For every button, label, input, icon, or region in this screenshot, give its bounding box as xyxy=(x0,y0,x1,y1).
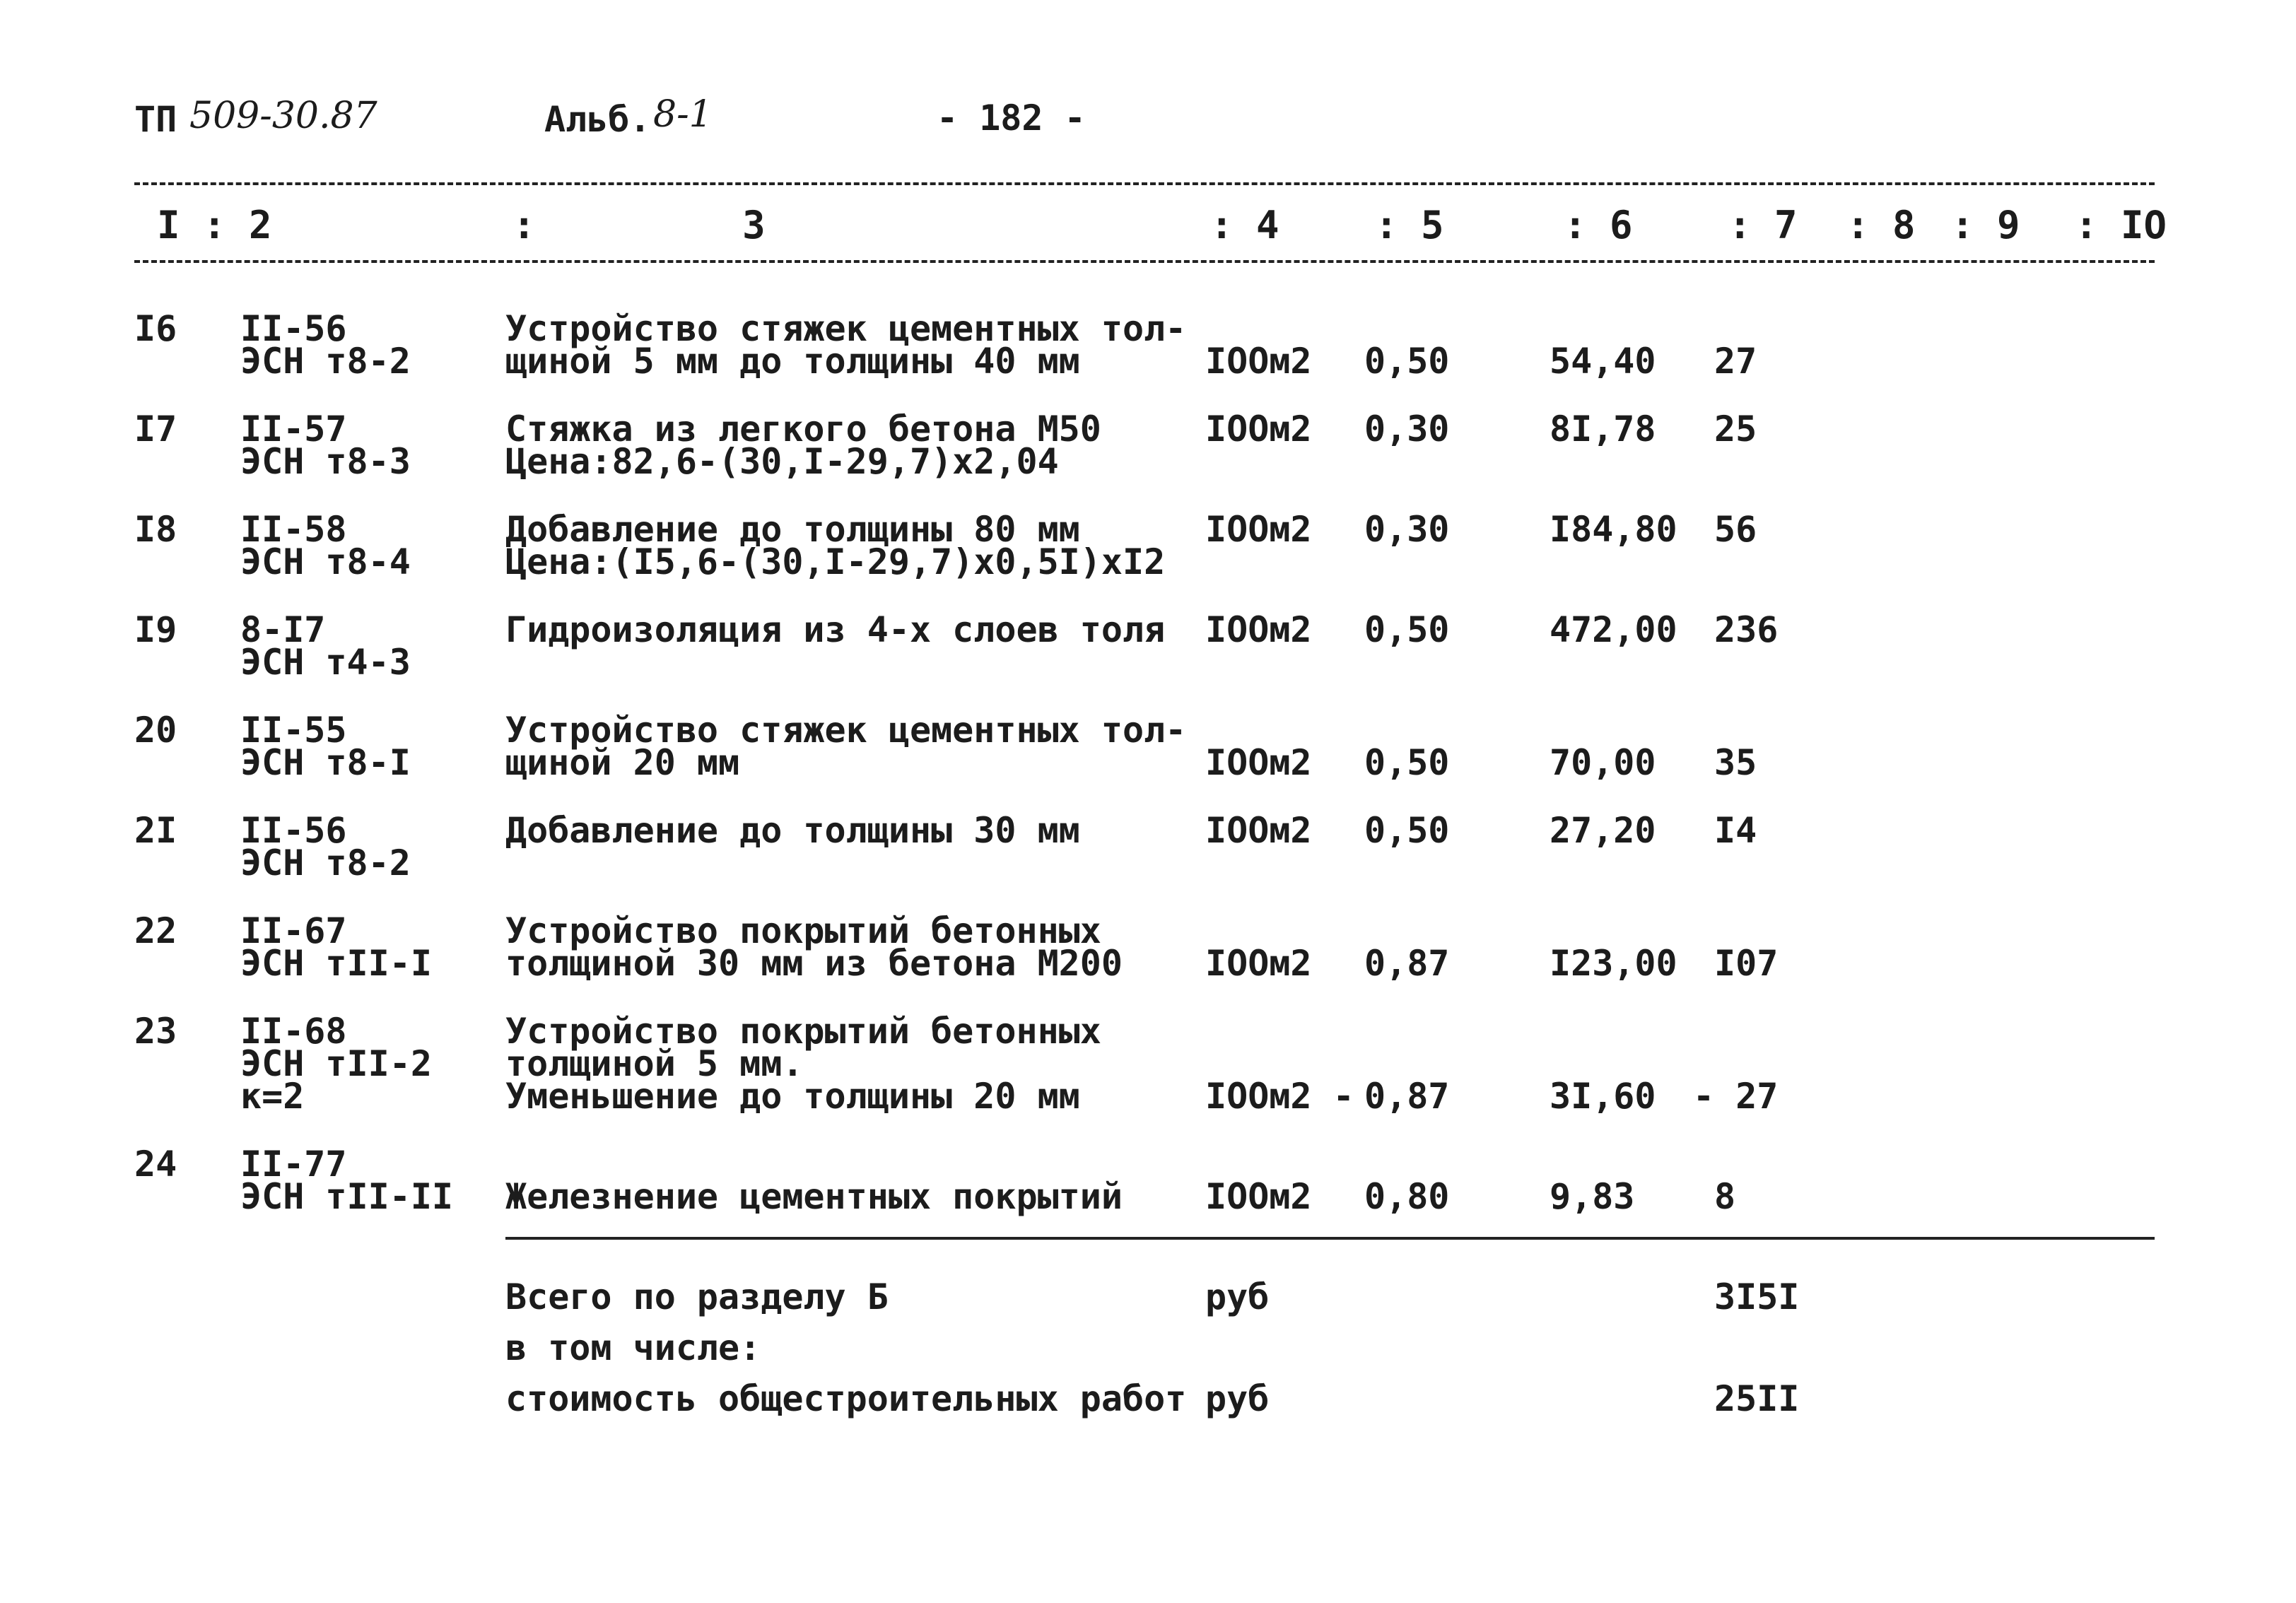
column-header-7: : 7 xyxy=(1728,203,1798,247)
row-19-qty: 0,50 xyxy=(1364,609,1450,650)
row-24-qty: 0,80 xyxy=(1364,1176,1450,1217)
row-23-number: 23 xyxy=(134,1011,177,1052)
row-17-number: I7 xyxy=(134,409,177,450)
row-20-code-2: ЭСН т8-I xyxy=(240,742,411,783)
column-header-1-2: I : 2 xyxy=(157,203,272,247)
row-23-desc-3: Уменьшение до толщины 20 мм xyxy=(505,1076,1080,1117)
row-23-code-1: II-68 xyxy=(240,1011,347,1052)
row-20-desc-1: Устройство стяжек цементных тол- xyxy=(505,710,1187,751)
column-header-5: : 5 xyxy=(1375,203,1444,247)
row-22-unit: IOOм2 xyxy=(1205,943,1312,984)
row-22-price: I23,00 xyxy=(1550,943,1677,984)
row-21-number: 2I xyxy=(134,810,177,851)
row-21-code-1: II-56 xyxy=(240,810,347,851)
totals-rule xyxy=(505,1237,2155,1240)
row-19-total: 236 xyxy=(1714,609,1779,650)
column-header-10: : IO xyxy=(2075,203,2167,247)
row-23-code-3: к=2 xyxy=(240,1076,305,1117)
row-22-number: 22 xyxy=(134,910,177,951)
row-24-code-2: ЭСН тII-II xyxy=(240,1176,454,1217)
row-21-total: I4 xyxy=(1714,810,1757,851)
row-19-price: 472,00 xyxy=(1550,609,1677,650)
row-19-desc-1: Гидроизоляция из 4-х слоев толя xyxy=(505,609,1166,650)
row-22-code-1: II-67 xyxy=(240,910,347,951)
summary-total-unit: руб xyxy=(1205,1276,1270,1317)
row-18-number: I8 xyxy=(134,509,177,550)
row-24-desc-1: Железнение цементных покрытий xyxy=(505,1176,1123,1217)
row-21-desc-1: Добавление до толщины 30 мм xyxy=(505,810,1080,851)
row-18-qty: 0,30 xyxy=(1364,509,1450,550)
row-20-number: 20 xyxy=(134,710,177,751)
row-17-desc-1: Стяжка из легкого бетона М50 xyxy=(505,409,1101,450)
row-18-total: 56 xyxy=(1714,509,1757,550)
summary-construction-value: 25II xyxy=(1714,1378,1800,1419)
row-17-qty: 0,30 xyxy=(1364,409,1450,450)
row-18-price: I84,80 xyxy=(1550,509,1677,550)
row-16-desc-2: щиной 5 мм до толщины 40 мм xyxy=(505,341,1080,382)
row-20-unit: IOOм2 xyxy=(1205,742,1312,783)
row-19-number: I9 xyxy=(134,609,177,650)
row-24-unit: IOOм2 xyxy=(1205,1176,1312,1217)
row-16-desc-1: Устройство стяжек цементных тол- xyxy=(505,308,1187,349)
row-17-price: 8I,78 xyxy=(1550,409,1656,450)
row-23-price: 3I,60 xyxy=(1550,1076,1656,1117)
row-23-desc-2: толщиной 5 мм. xyxy=(505,1043,804,1084)
row-22-desc-2: толщиной 30 мм из бетона М200 xyxy=(505,943,1123,984)
row-21-unit: IOOм2 xyxy=(1205,810,1312,851)
row-21-price: 27,20 xyxy=(1550,810,1656,851)
row-20-total: 35 xyxy=(1714,742,1757,783)
row-16-price: 54,40 xyxy=(1550,341,1656,382)
row-24-total: 8 xyxy=(1714,1176,1736,1217)
row-23-code-2: ЭСН тII-2 xyxy=(240,1043,432,1084)
summary-construction-label: стоимость общестроительных работ xyxy=(505,1378,1187,1419)
column-header-3: : 3 xyxy=(512,203,766,247)
row-17-total: 25 xyxy=(1714,409,1757,450)
column-header-4: : 4 xyxy=(1210,203,1279,247)
row-24-code-1: II-77 xyxy=(240,1144,347,1185)
row-18-desc-2: Цена:(I5,6-(30,I-29,7)x0,5I)xI2 xyxy=(505,541,1166,582)
album-prefix: Альб. xyxy=(544,99,651,140)
doc-code-number: 509-30.87 xyxy=(189,95,377,137)
row-18-unit: IOOм2 xyxy=(1205,509,1312,550)
row-22-total: I07 xyxy=(1714,943,1779,984)
row-22-code-2: ЭСН тII-I xyxy=(240,943,432,984)
row-16-qty: 0,50 xyxy=(1364,341,1450,382)
row-16-number: I6 xyxy=(134,308,177,349)
column-header-9: : 9 xyxy=(1951,203,2020,247)
row-23-total: - 27 xyxy=(1693,1076,1779,1117)
summary-total-value: 3I5I xyxy=(1714,1276,1800,1317)
album-number: 8-1 xyxy=(653,93,713,136)
row-23-desc-1: Устройство покрытий бетонных xyxy=(505,1011,1101,1052)
row-18-desc-1: Добавление до толщины 80 мм xyxy=(505,509,1080,550)
summary-total-label: Всего по разделу Б xyxy=(505,1276,889,1317)
row-18-code-1: II-58 xyxy=(240,509,347,550)
row-16-unit: IOOм2 xyxy=(1205,341,1312,382)
row-19-code-1: 8-I7 xyxy=(240,609,326,650)
row-17-code-1: II-57 xyxy=(240,409,347,450)
row-20-price: 70,00 xyxy=(1550,742,1656,783)
row-17-desc-2: Цена:82,6-(30,I-29,7)x2,04 xyxy=(505,441,1059,482)
row-21-qty: 0,50 xyxy=(1364,810,1450,851)
row-20-code-1: II-55 xyxy=(240,710,347,751)
row-19-unit: IOOм2 xyxy=(1205,609,1312,650)
row-16-total: 27 xyxy=(1714,341,1757,382)
header-bottom-rule xyxy=(134,260,2155,263)
row-24-number: 24 xyxy=(134,1144,177,1185)
page-number: - 182 - xyxy=(937,98,1086,139)
row-18-code-2: ЭСН т8-4 xyxy=(240,541,411,582)
doc-code-prefix: ТП xyxy=(134,99,177,140)
row-19-code-2: ЭСН т4-3 xyxy=(240,642,411,683)
row-21-code-2: ЭСН т8-2 xyxy=(240,842,411,883)
header-top-rule xyxy=(134,182,2155,185)
column-header-6: : 6 xyxy=(1564,203,1633,247)
row-22-qty: 0,87 xyxy=(1364,943,1450,984)
row-24-price: 9,83 xyxy=(1550,1176,1635,1217)
row-20-qty: 0,50 xyxy=(1364,742,1450,783)
row-17-code-2: ЭСН т8-3 xyxy=(240,441,411,482)
row-17-unit: IOOм2 xyxy=(1205,409,1312,450)
row-23-qty: 0,87 xyxy=(1364,1076,1450,1117)
column-header-8: : 8 xyxy=(1846,203,1916,247)
summary-including-label: в том числе: xyxy=(505,1327,761,1368)
row-16-code-1: II-56 xyxy=(240,308,347,349)
row-20-desc-2: щиной 20 мм xyxy=(505,742,740,783)
row-16-code-2: ЭСН т8-2 xyxy=(240,341,411,382)
row-23-unit: IOOм2 - xyxy=(1205,1076,1354,1117)
summary-construction-unit: руб xyxy=(1205,1378,1270,1419)
row-22-desc-1: Устройство покрытий бетонных xyxy=(505,910,1101,951)
